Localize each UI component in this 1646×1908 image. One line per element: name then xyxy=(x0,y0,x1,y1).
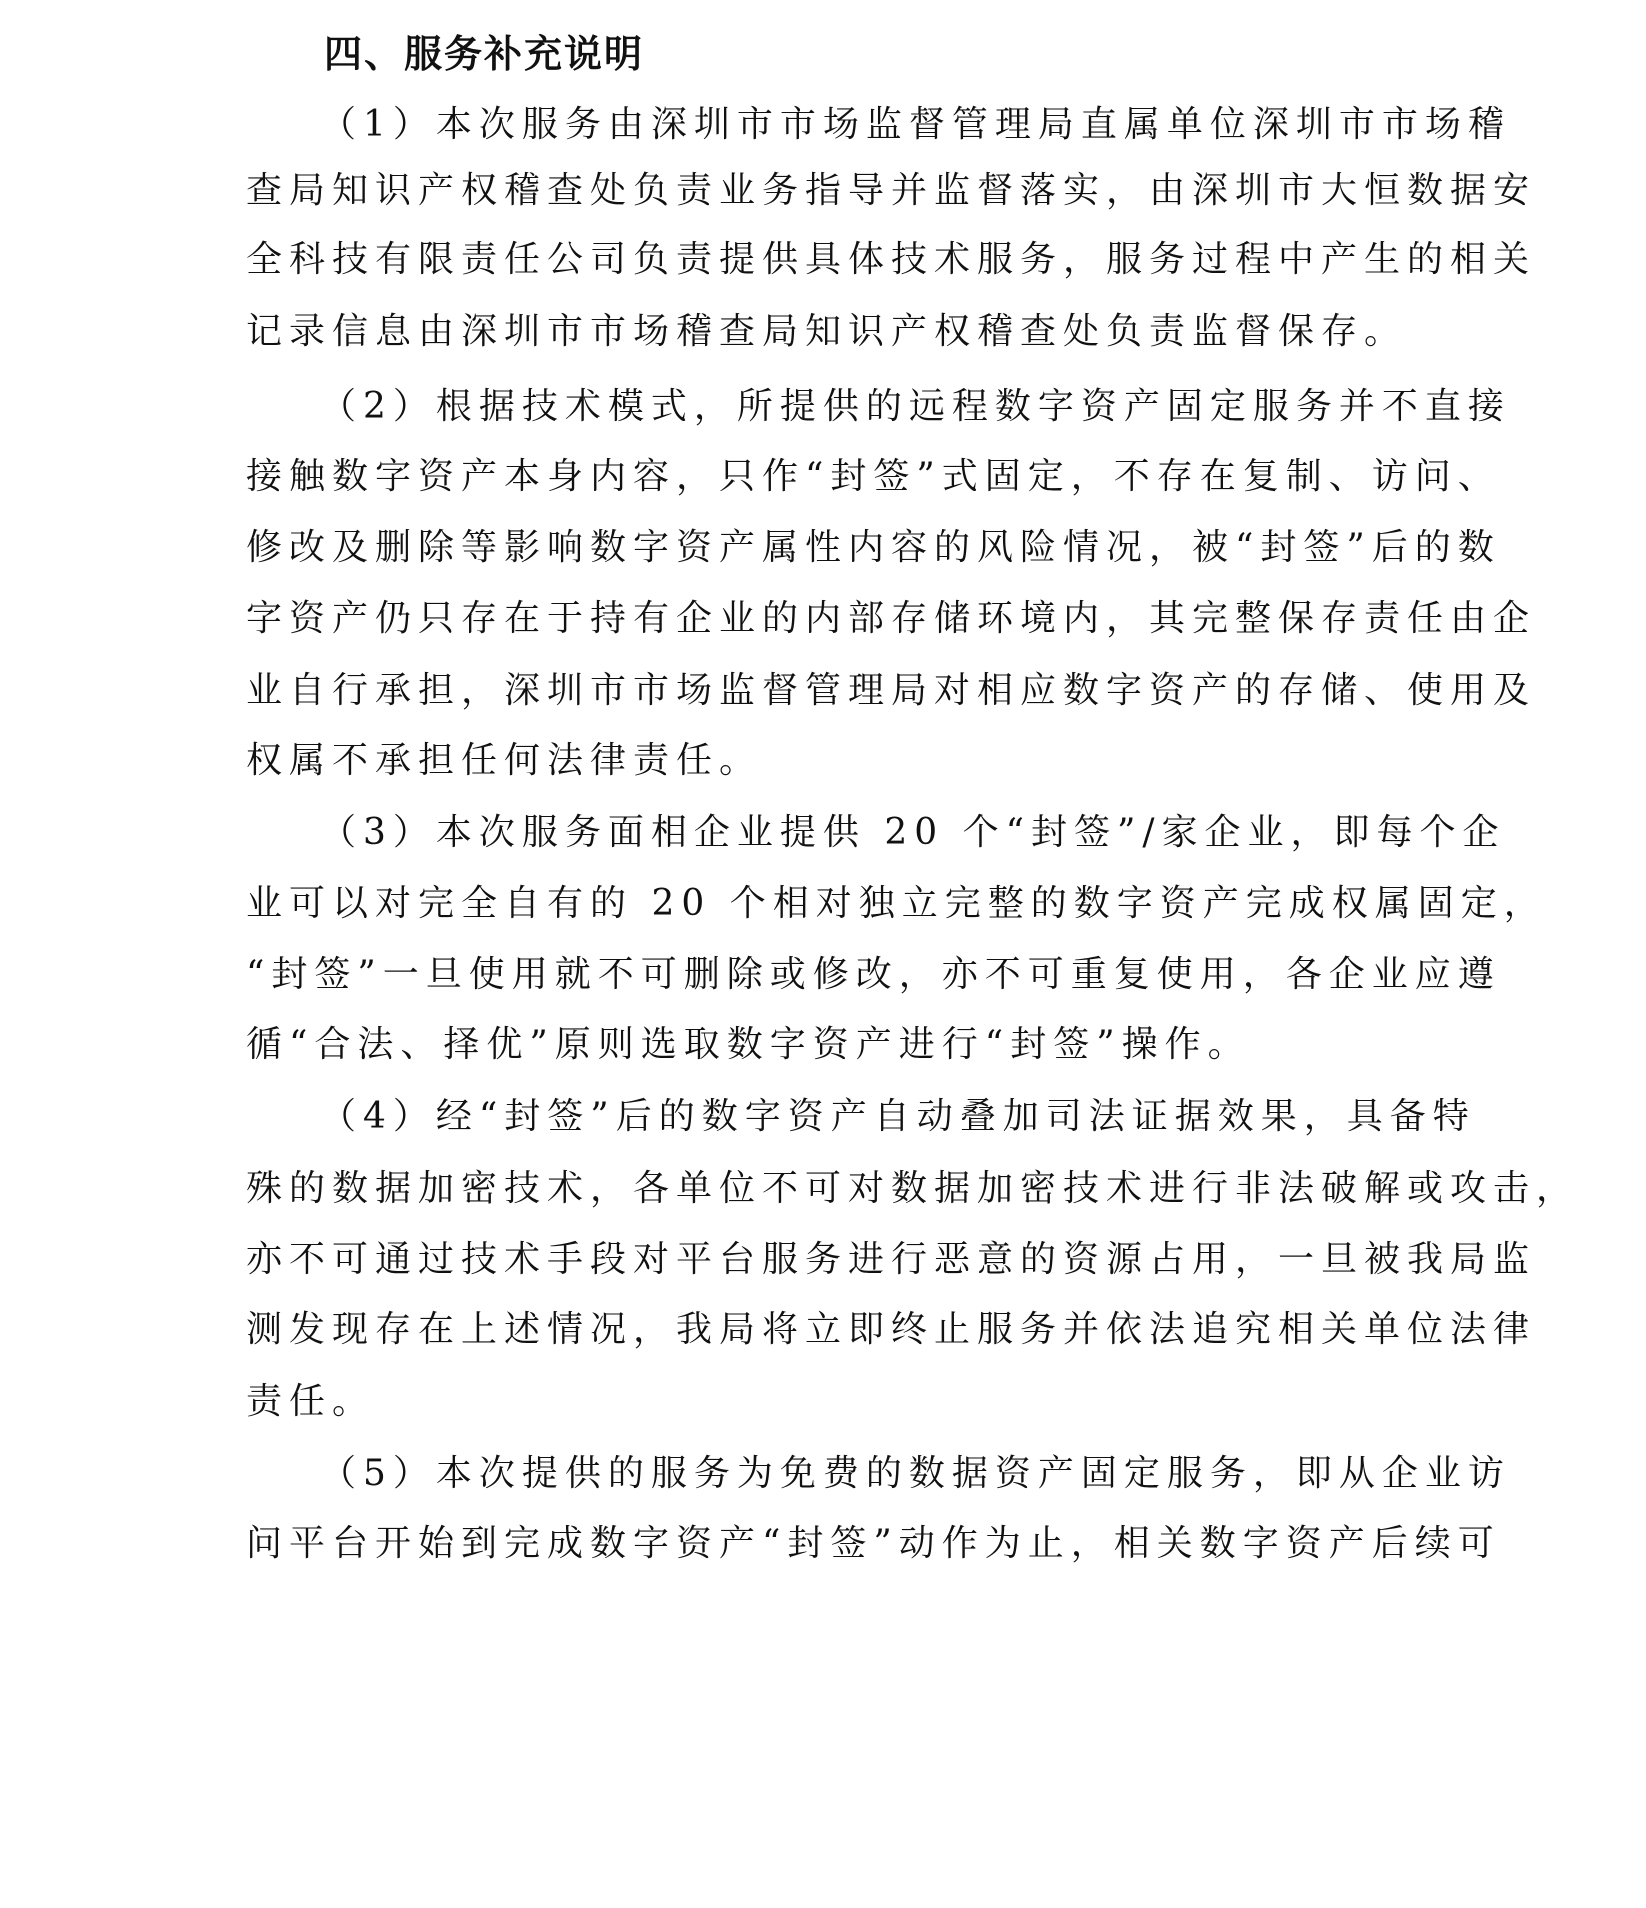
paragraph-2-line-5: 业自行承担，深圳市市场监督管理局对相应数字资产的存储、使用及 xyxy=(246,670,1537,711)
paragraph-1-line-4: 记录信息由深圳市市场稽查局知识产权稽查处负责监督保存。 xyxy=(246,311,1408,352)
paragraph-4-line-4: 测发现存在上述情况，我局将立即终止服务并依法追究相关单位法律 xyxy=(246,1309,1537,1350)
paragraph-3-line-3: “封签”一旦使用就不可删除或修改，亦不可重复使用，各企业应遵 xyxy=(246,954,1501,995)
paragraph-4-line-3: 亦不可通过技术手段对平台服务进行恶意的资源占用，一旦被我局监 xyxy=(246,1239,1537,1280)
paragraph-2-line-6: 权属不承担任何法律责任。 xyxy=(246,740,763,781)
paragraph-3-line-1: （3）本次服务面相企业提供 20 个“封签”/家企业，即每个企 xyxy=(320,812,1506,853)
paragraph-2-line-2: 接触数字资产本身内容，只作“封签”式固定，不存在复制、访问、 xyxy=(246,456,1501,497)
paragraph-5-line-1: （5）本次提供的服务为免费的数据资产固定服务，即从企业访 xyxy=(320,1453,1511,1494)
paragraph-2-line-3: 修改及删除等影响数字资产属性内容的风险情况，被“封签”后的数 xyxy=(246,527,1501,568)
paragraph-1-line-2: 查局知识产权稽查处负责业务指导并监督落实，由深圳市大恒数据安 xyxy=(246,170,1537,211)
paragraph-4-line-1: （4）经“封签”后的数字资产自动叠加司法证据效果，具备特 xyxy=(320,1096,1476,1137)
paragraph-4-line-5: 责任。 xyxy=(246,1381,376,1422)
paragraph-5-line-2: 问平台开始到完成数字资产“封签”动作为止，相关数字资产后续可 xyxy=(246,1523,1501,1564)
paragraph-2-line-4: 字资产仍只存在于持有企业的内部存储环境内，其完整保存责任由企 xyxy=(246,598,1537,639)
paragraph-3-line-2: 业可以对完全自有的 20 个相对独立完整的数字资产完成权属固定， xyxy=(246,883,1547,924)
paragraph-4-line-2: 殊的数据加密技术，各单位不可对数据加密技术进行非法破解或攻击， xyxy=(246,1168,1580,1209)
paragraph-3-line-4: 循“合法、择优”原则选取数字资产进行“封签”操作。 xyxy=(246,1024,1251,1065)
paragraph-1-line-3: 全科技有限责任公司负责提供具体技术服务，服务过程中产生的相关 xyxy=(246,239,1537,280)
paragraph-2-line-1: （2）根据技术模式，所提供的远程数字资产固定服务并不直接 xyxy=(320,386,1511,427)
section-heading: 四、服务补充说明 xyxy=(324,32,645,76)
paragraph-1-line-1: （1）本次服务由深圳市市场监督管理局直属单位深圳市市场稽 xyxy=(320,104,1511,145)
